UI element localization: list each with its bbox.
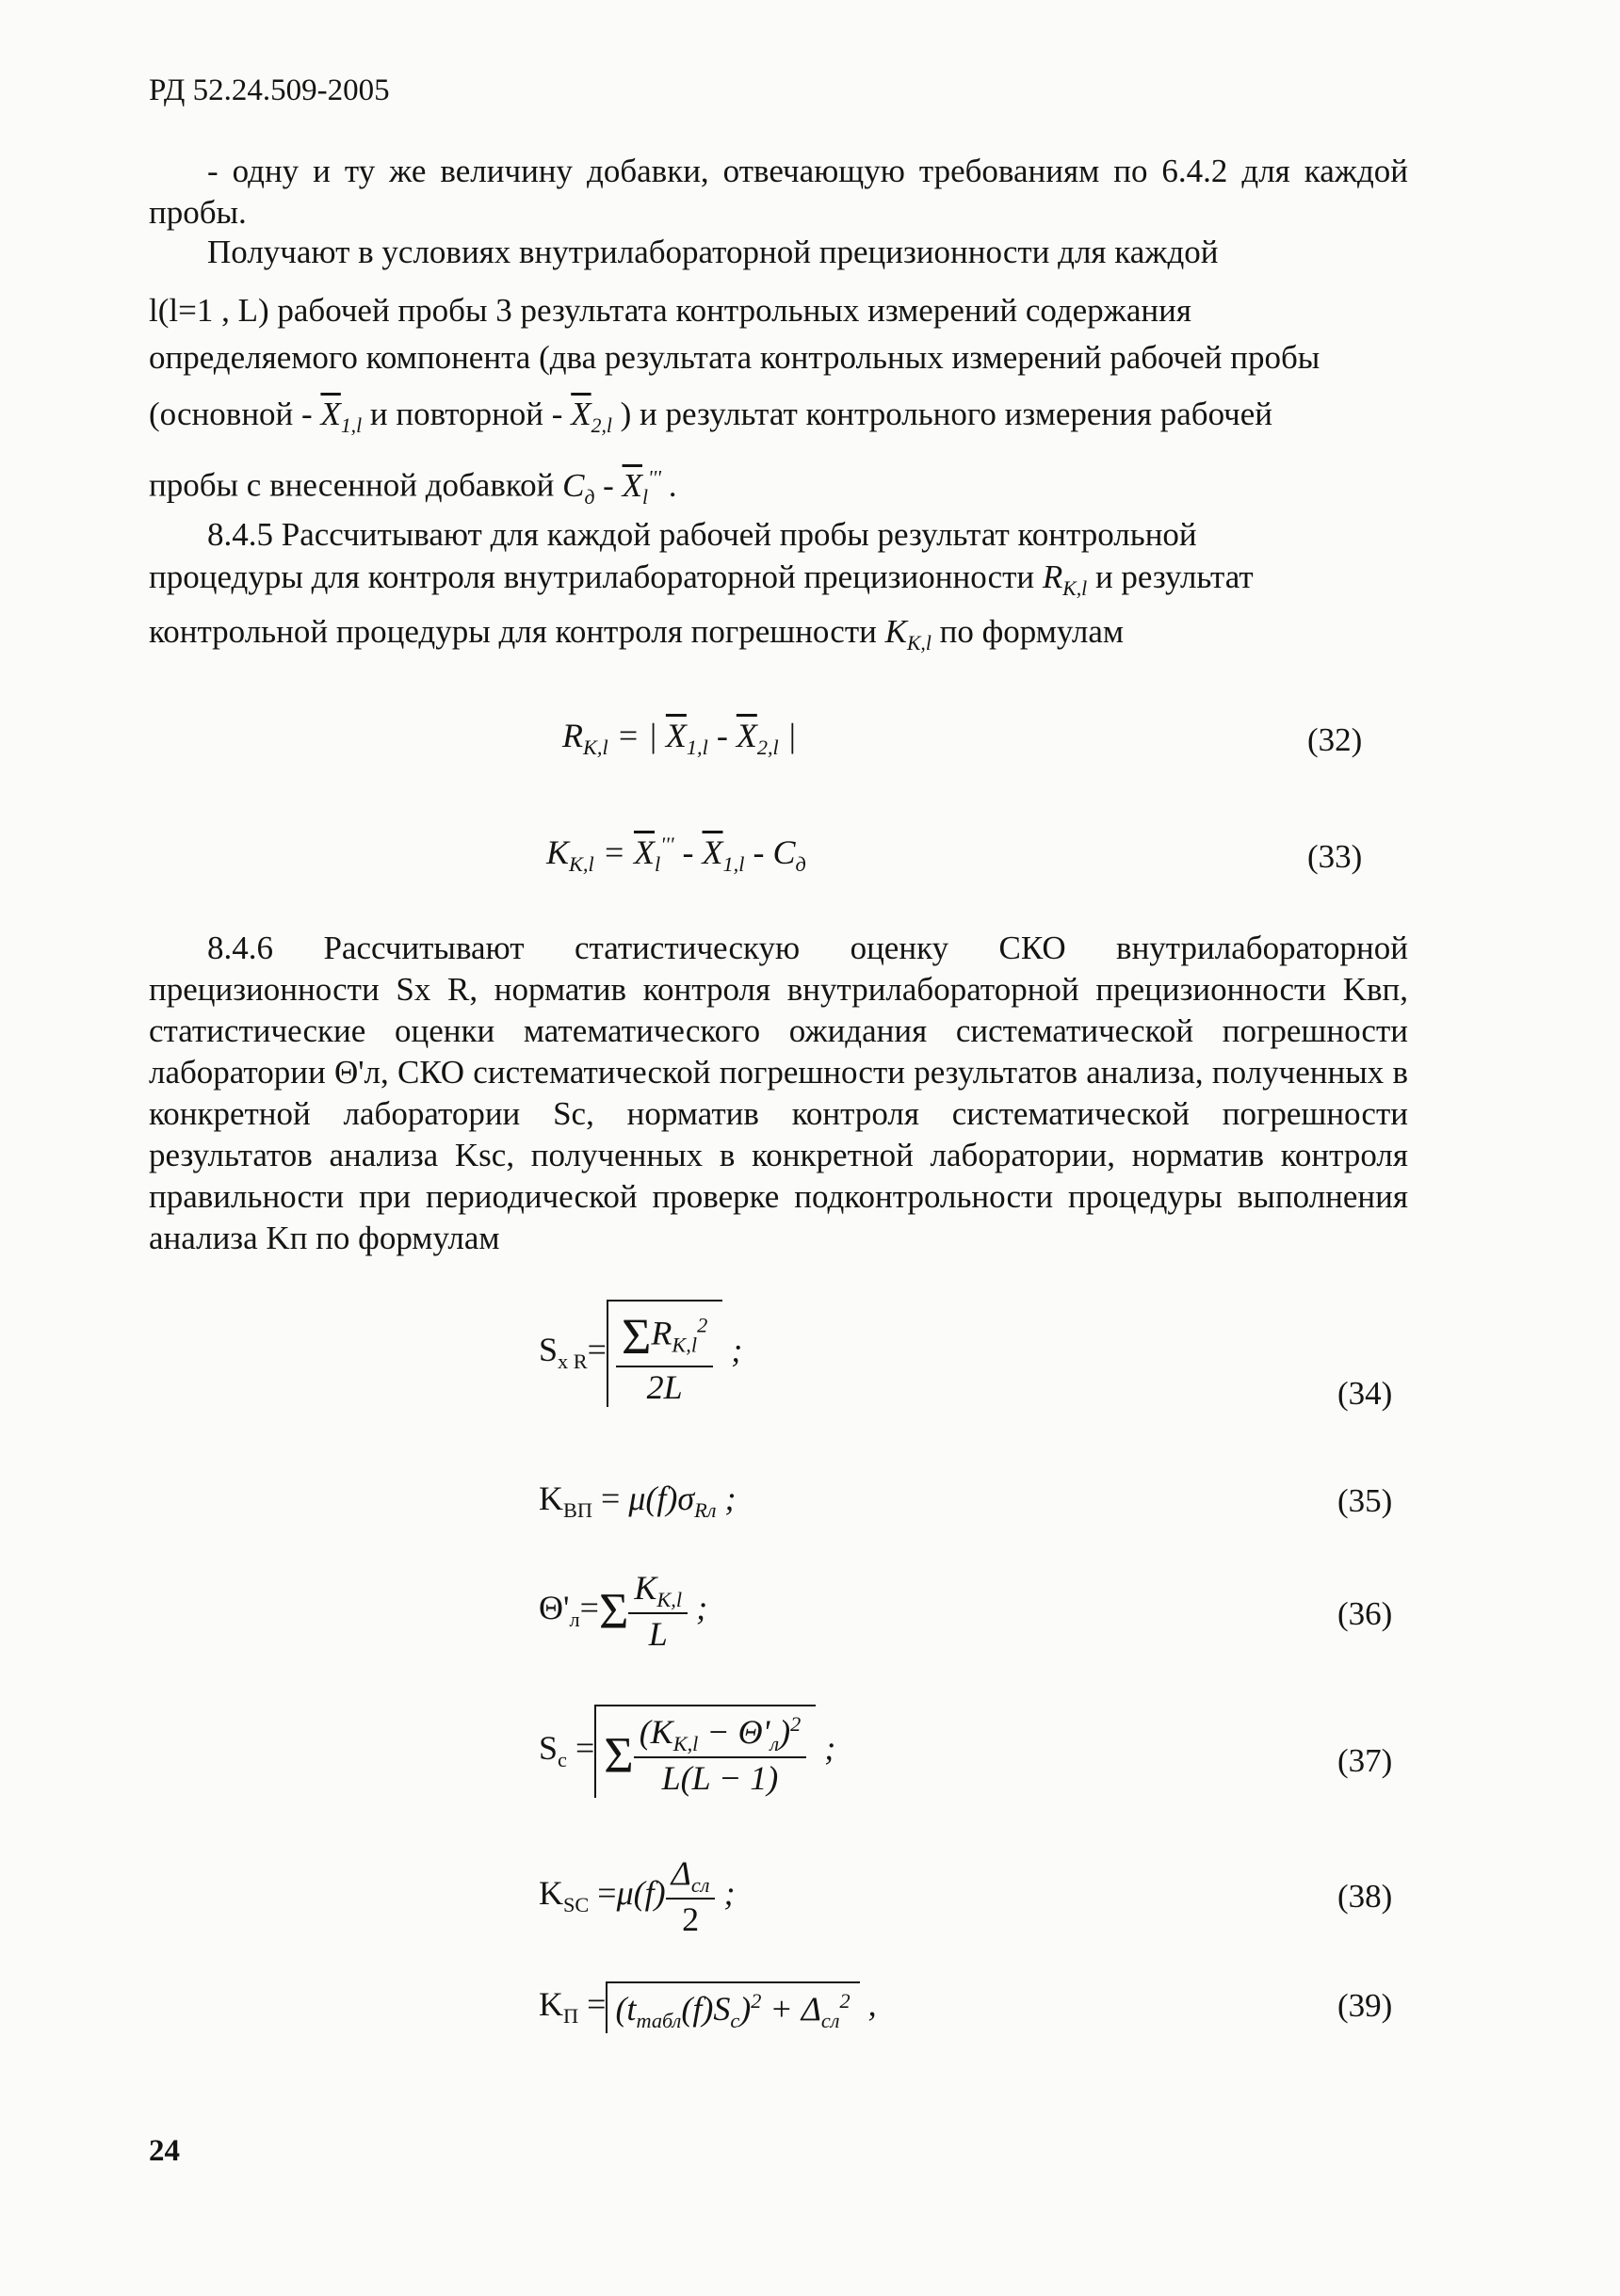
paragraph-intro-line2: l(l=1 , L) рабочей пробы 3 результата контрольных измерений содержания — [149, 292, 1191, 329]
page-number: 24 — [149, 2134, 180, 2168]
equation-number: (39) — [1337, 1987, 1393, 2024]
text: ) и результат контрольного измерения рабочей — [620, 396, 1273, 432]
equation-35: $K_{ВП} = \mu(f)\sigma_{Rл}$ ; — [539, 1479, 737, 1523]
equation-38: $K_{SC} =\mu(f)$ $\frac{\Delta_{сл}}{2}$ ; — [539, 1854, 736, 1939]
equation-number: (36) — [1337, 1595, 1393, 1632]
paragraph-additive: - одну и ту же величину добавки, отвечающую требованиям по 6.4.2 для каждой пробы. — [149, 153, 1408, 231]
symbol-kkl: $K_{K,l}$ — [884, 613, 932, 655]
text: процедуры для контроля внутрилабораторной прецизионности — [149, 558, 1035, 595]
paragraph-intro-line5 — [149, 466, 1408, 509]
equation-number: (37) — [1337, 1742, 1393, 1779]
text: по формулам — [939, 613, 1125, 650]
paragraph-intro-line3: определяемого компонента (два результата контрольных измерений рабочей пробы — [149, 339, 1320, 376]
paragraph-intro-line4 — [149, 396, 1408, 438]
paragraph-intro-line1 — [149, 234, 1408, 271]
text: 8.4.5 Рассчитывают для каждой рабочей пробы результат контрольной — [207, 516, 1197, 553]
text: и результат — [1094, 558, 1254, 595]
symbol-rkl: $R_{K,l}$ — [1042, 558, 1088, 600]
symbol-x1l: $\overline{X}_{1,l}$ — [320, 396, 363, 437]
equation-number: (34) — [1337, 1375, 1393, 1412]
equation-number: (38) — [1337, 1878, 1393, 1915]
paragraph-845-line3 — [149, 613, 1408, 655]
equation-34: $S_{x R}=$ $\frac{\Sigma R_{K,l}^2}{2L}$ ; — [539, 1300, 742, 1407]
equation-number: (33) — [1307, 838, 1363, 875]
text: (основной - — [149, 396, 313, 432]
text: контрольной процедуры для контроля погрешности — [149, 613, 877, 650]
paragraph-846: 8.4.6 Рассчитывают статистическую оценку СКО внутрилабораторной прецизионности Sx R, норматив контроля внутрилабораторной прецизионности Kвп, статистические оценки математического ожидания систематической погрешности лаборатории Θ'л, СКО систематической погрешности результатов анализа, полученных в конкретной лаборатории Sc, норматив контроля систематической погрешности результатов анализа Ksc, полученных в конкретной лаборатории, норматив контроля правильности при периодической проверке подконтрольности процедуры выполнения анализа Kп по формулам — [149, 930, 1408, 1256]
equation-number: (32) — [1307, 721, 1363, 758]
equation-number: (35) — [1337, 1482, 1393, 1519]
text: пробы с внесенной добавкой — [149, 466, 555, 504]
equation-32: $R_{K,l}$ = | $\overline{X}_{1,l} - \overline{X}_{2,l}$ | — [562, 717, 797, 760]
symbol-cd-xl: $C_д - \overline{X}_l'''$ . — [562, 466, 678, 509]
symbol-x2l: $\overline{X}_{2,l}$ — [571, 396, 612, 437]
paragraph-845-line1 — [149, 516, 1408, 554]
equation-36: $\Theta'_л=\Sigma$ $\frac{K_{K,l}}{L}$ ; — [539, 1569, 708, 1654]
text: Получают в условиях внутрилабораторной прецизионности для каждой — [207, 234, 1219, 270]
equation-39: $K_П = (t_{табл}(f)S_c)^2 + \Delta_{сл}^2$ , — [539, 1981, 877, 2033]
text: и повторной - — [369, 396, 563, 432]
document-code: РД 52.24.509-2005 — [149, 73, 390, 107]
equation-33: $K_{K,l} = \overline{X}_l''' - \overline{X}_{1,l} - C_д$ — [546, 833, 806, 877]
equation-37: $S_c = \Sigma$ $\frac{(K_{K,l} - \Theta'_л)^2}{L(L - 1)}$ ; — [539, 1705, 835, 1798]
paragraph-845-line2 — [149, 558, 1408, 601]
